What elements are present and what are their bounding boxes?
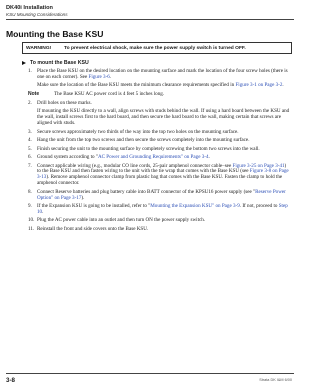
note-text: The Base KSU AC power cord is 4 feet 5 inches long. (54, 90, 165, 97)
step-text: . (42, 208, 44, 215)
step-3 (28, 130, 290, 136)
step-text: Hang the unit from the top two screws and then secure the screws completely into the mounting surface. (37, 137, 250, 144)
header-title: DK40i Installation (6, 5, 53, 11)
warning-label: WARNING! (26, 45, 52, 51)
procedure-title-text: To mount the Base KSU (30, 60, 89, 66)
step-number: 3. (28, 128, 32, 135)
step-number: 8. (28, 188, 32, 195)
step-text: Plug the AC power cable into an outlet and then turn ON the power supply switch. (37, 217, 206, 224)
step-body (37, 155, 290, 161)
step-paragraph: Drill holes on these marks. (37, 99, 92, 106)
step-text: Ground system according to " (37, 154, 98, 161)
step-7 (28, 164, 290, 187)
step-paragraph (37, 83, 290, 89)
step-9 (28, 204, 290, 216)
step-number: 10. (28, 217, 35, 224)
section-link[interactable]: Mounting the Expansion KSU" on Page 3-9 (150, 203, 240, 210)
step-body (37, 204, 290, 216)
step-1 (28, 69, 290, 89)
step-2 (28, 101, 290, 127)
step-text: . (208, 154, 210, 161)
step-text: Secure screws approximately two thirds of the way into the top two holes on the mounting surface. (37, 128, 239, 135)
figure-link[interactable]: Figure 3-6 (88, 73, 110, 80)
section-link[interactable]: Reserve Power Option" on Page 3-17 (37, 188, 286, 201)
step-link[interactable]: Step 10 (37, 203, 288, 215)
figure-link[interactable]: Figure 3-8 on Page 3-13 (37, 168, 289, 181)
step-number: 6. (28, 154, 32, 161)
step-paragraph (37, 69, 290, 81)
step-4 (28, 138, 290, 144)
step-number: 4. (28, 137, 32, 144)
step-number: 5. (28, 145, 32, 152)
step-text: Connect Reserve batteries and plug battery cable into BATT connector of the KPSU16 power supply (see " (37, 188, 256, 195)
warning-text: To prevent electrical shock, make sure the power supply switch is turned OFF. (64, 45, 246, 51)
step-text: Make sure the location of the Base KSU meets the minimum clearance requirements specified in (37, 82, 236, 89)
step-body (37, 164, 290, 187)
step-text: Finish securing the unit to the mounting surface by completely screwing the bottom two screws into the wall. (37, 145, 260, 152)
figure-link[interactable]: Figure 3-1 on Page 3-2 (235, 82, 283, 89)
step-text: Place the Base KSU on the desired location on the mounting surface and mark the location of the four screw holes (there is one on each corner). See (37, 68, 288, 80)
header-divider (6, 19, 294, 20)
step-number: 9. (28, 203, 32, 210)
section-link[interactable]: AC Power and Grounding Requirements" on Page 3-4 (97, 154, 209, 161)
step-6 (28, 155, 290, 161)
step-body (37, 101, 290, 127)
step-text: ) to the Base KSU and then fasten wiring to the unit with the tie wrap that comes with the Base KSU (see (37, 162, 287, 175)
figure-link[interactable]: Figure 3-25 on Page 3-41 (232, 162, 285, 169)
step-number: 1. (28, 68, 32, 74)
step-text: If the Expansion KSU is going to be installed, refer to " (37, 203, 151, 210)
procedure-steps (28, 69, 290, 236)
step-body (37, 190, 290, 202)
header-subtitle: KSU Mounting Considerations (6, 12, 68, 17)
note (28, 92, 290, 98)
step-paragraph: If mounting the KSU directly to a wall, align screws with studs behind the wall. If using a hard board between the KSU and the wall, install screws first to the hard board, and then secure the hard board to the wall, making certain that screws are aligned with studs. (37, 108, 290, 126)
step-number: 11. (28, 225, 35, 232)
footer-document-info: Strata DK I&M 6/00 (259, 378, 292, 382)
step-5 (28, 147, 290, 153)
step-8 (28, 190, 290, 202)
step-10 (28, 218, 290, 224)
procedure-title (22, 60, 89, 66)
step-text: . (282, 82, 284, 89)
step-text: ). Remove amphenol connector clamp from plastic bag that comes with the Base KSU. Fasten the clamp to hold the amphenol connector. (37, 174, 283, 187)
step-text: . (109, 73, 112, 80)
step-11 (28, 227, 290, 233)
step-text: . If not, proceed to (239, 203, 279, 210)
warning-box (22, 42, 292, 54)
step-text: Connect applicable wiring (e.g., modular CO line cords, 25-pair amphenol connector cable–see (37, 162, 233, 169)
step-text: ). (81, 194, 85, 201)
arrow-right-icon (22, 61, 26, 65)
section-title: Mounting the Base KSU (6, 29, 104, 39)
step-text: Reinstall the front and side covers onto the Base KSU. (37, 225, 149, 232)
footer-divider (6, 373, 294, 374)
step-number: 2. (28, 99, 32, 106)
note-label: Note (28, 90, 40, 97)
step-number: 7. (28, 162, 32, 169)
page-number: 3-8 (6, 377, 15, 384)
step-body (37, 69, 290, 89)
